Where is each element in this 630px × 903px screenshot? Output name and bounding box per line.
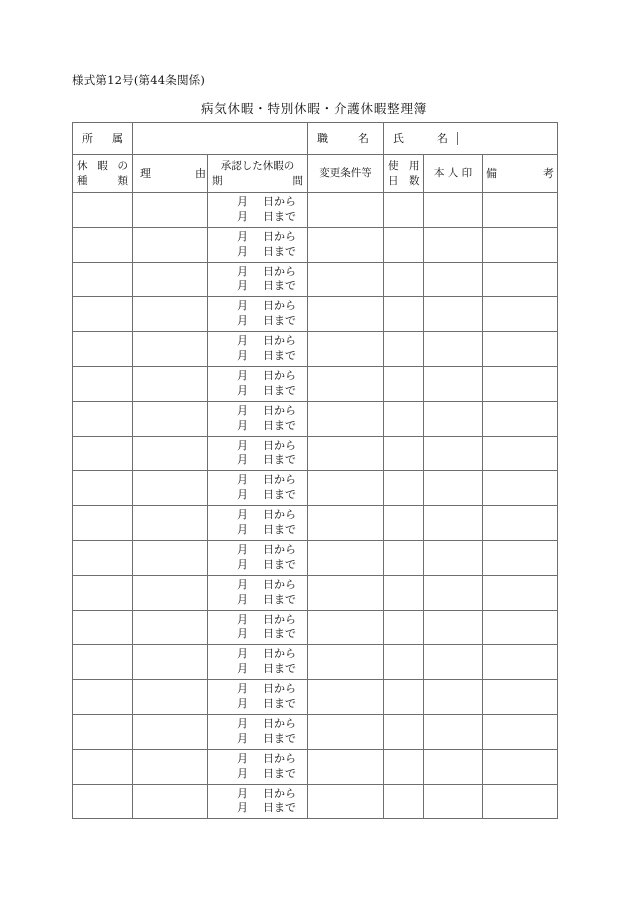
period-from-line [208, 334, 307, 349]
table-row [73, 645, 558, 680]
period-to-day: 日まで [263, 488, 296, 502]
cell-days-used[interactable] [384, 471, 424, 506]
header-leave-type-line1: 休暇の [77, 160, 128, 173]
period-to-month: 月 [237, 801, 248, 815]
table-row [73, 227, 558, 262]
period-to-month: 月 [237, 244, 248, 258]
period-to-day: 日まで [263, 418, 296, 432]
cell-leave-type[interactable] [73, 193, 133, 228]
cell-leave-type[interactable] [73, 227, 133, 262]
period-to-line [208, 279, 307, 294]
cell-change-conditions[interactable] [308, 680, 384, 715]
period-from-line [208, 369, 307, 384]
period-to-month: 月 [237, 557, 248, 571]
cell-reason[interactable] [133, 436, 208, 471]
cell-change-conditions[interactable] [308, 645, 384, 680]
cell-leave-type[interactable] [73, 401, 133, 436]
period-from-line [208, 543, 307, 558]
period-from-month: 月 [237, 473, 248, 487]
period-from-month: 月 [237, 751, 248, 765]
period-to-day: 日まで [263, 383, 296, 397]
period-to-day: 日まで [263, 453, 296, 467]
position-label-and-value-cell[interactable] [308, 123, 384, 155]
cell-reason[interactable] [133, 401, 208, 436]
cell-period[interactable] [208, 297, 308, 332]
period-to-day: 日まで [263, 697, 296, 711]
cell-remarks[interactable] [483, 749, 558, 784]
cell-period[interactable] [208, 784, 308, 819]
header-period [208, 155, 308, 193]
cell-change-conditions[interactable] [308, 436, 384, 471]
period-to-day: 日まで [263, 523, 296, 537]
period-from-month: 月 [237, 299, 248, 313]
period-to-line [208, 732, 307, 747]
cell-days-used[interactable] [384, 784, 424, 819]
period-from-day: 日から [263, 612, 296, 626]
period-from-month: 月 [237, 229, 248, 243]
period-to-line [208, 523, 307, 538]
cell-remarks[interactable] [483, 645, 558, 680]
cell-reason[interactable] [133, 575, 208, 610]
period-from-day: 日から [263, 473, 296, 487]
cell-leave-type[interactable] [73, 471, 133, 506]
period-from-line [208, 682, 307, 697]
cell-days-used[interactable] [384, 436, 424, 471]
cell-personal-seal[interactable] [424, 436, 483, 471]
cell-reason[interactable] [133, 332, 208, 367]
period-to-day: 日まで [263, 349, 296, 363]
cell-personal-seal[interactable] [424, 297, 483, 332]
cell-reason[interactable] [133, 680, 208, 715]
cell-personal-seal[interactable] [424, 332, 483, 367]
period-to-day: 日まで [263, 209, 296, 223]
period-to-line [208, 349, 307, 364]
header-days-used [384, 155, 424, 193]
table-row [73, 436, 558, 471]
period-from-line [208, 613, 307, 628]
cell-personal-seal[interactable] [424, 610, 483, 645]
cell-change-conditions[interactable] [308, 575, 384, 610]
table-row [73, 332, 558, 367]
cell-remarks[interactable] [483, 332, 558, 367]
cell-reason[interactable] [133, 471, 208, 506]
cell-period[interactable] [208, 262, 308, 297]
period-from-day: 日から [263, 403, 296, 417]
cell-period[interactable] [208, 506, 308, 541]
cell-reason[interactable] [133, 749, 208, 784]
cell-reason[interactable] [133, 645, 208, 680]
cell-change-conditions[interactable] [308, 401, 384, 436]
period-to-day: 日まで [263, 244, 296, 258]
page-title: 病気休暇・特別休暇・介護休暇整理簿 [200, 101, 428, 116]
period-to-month: 月 [237, 349, 248, 363]
period-from-month: 月 [237, 334, 248, 348]
period-to-day: 日まで [263, 279, 296, 293]
period-from-line [208, 230, 307, 245]
table-row [73, 610, 558, 645]
cell-reason[interactable] [133, 297, 208, 332]
cell-reason[interactable] [133, 714, 208, 749]
cell-remarks[interactable] [483, 436, 558, 471]
cell-remarks[interactable] [483, 471, 558, 506]
header-remarks [483, 155, 558, 193]
period-from-month: 月 [237, 577, 248, 591]
cell-change-conditions[interactable] [308, 262, 384, 297]
period-from-line [208, 578, 307, 593]
period-to-month: 月 [237, 279, 248, 293]
name-label-and-value-cell[interactable] [384, 123, 558, 155]
cell-change-conditions[interactable] [308, 366, 384, 401]
period-to-line [208, 384, 307, 399]
header-leave-type-line2: 種 類 [77, 174, 128, 187]
header-remarks-label: 備 考 [486, 166, 554, 180]
table-row [73, 540, 558, 575]
cell-days-used[interactable] [384, 366, 424, 401]
cell-period[interactable] [208, 471, 308, 506]
position-label: 職 名 [317, 131, 369, 145]
period-from-day: 日から [263, 299, 296, 313]
period-from-line [208, 752, 307, 767]
cell-days-used[interactable] [384, 262, 424, 297]
header-personal-seal [424, 155, 483, 193]
cell-period[interactable] [208, 227, 308, 262]
ledger-body [73, 123, 558, 819]
cell-personal-seal[interactable] [424, 227, 483, 262]
cell-remarks[interactable] [483, 540, 558, 575]
period-to-month: 月 [237, 592, 248, 606]
period-from-line [208, 299, 307, 314]
period-from-day: 日から [263, 438, 296, 452]
header-days-used-line1: 使 用 [388, 160, 420, 173]
period-from-day: 日から [263, 195, 296, 209]
period-from-month: 月 [237, 369, 248, 383]
cell-days-used[interactable] [384, 297, 424, 332]
cell-personal-seal[interactable] [424, 506, 483, 541]
period-from-day: 日から [263, 717, 296, 730]
cell-personal-seal[interactable] [424, 680, 483, 715]
header-personal-seal-label: 本 人 印 [433, 166, 473, 179]
table-row [73, 784, 558, 819]
cell-change-conditions[interactable] [308, 749, 384, 784]
table-row [73, 749, 558, 784]
period-to-month: 月 [237, 523, 248, 537]
cell-remarks[interactable] [483, 714, 558, 749]
period-to-line [208, 697, 307, 712]
period-to-month: 月 [237, 488, 248, 502]
cell-leave-type[interactable] [73, 749, 133, 784]
period-from-month: 月 [237, 612, 248, 626]
period-to-day: 日まで [263, 557, 296, 571]
period-to-day: 日まで [263, 766, 296, 780]
cell-reason[interactable] [133, 784, 208, 819]
cell-days-used[interactable] [384, 506, 424, 541]
period-from-day: 日から [263, 508, 296, 522]
cell-leave-type[interactable] [73, 645, 133, 680]
cell-personal-seal[interactable] [424, 749, 483, 784]
cell-days-used[interactable] [384, 401, 424, 436]
period-to-line [208, 801, 307, 816]
cell-personal-seal[interactable] [424, 262, 483, 297]
period-from-month: 月 [237, 403, 248, 417]
period-to-month: 月 [237, 209, 248, 223]
period-to-line [208, 245, 307, 260]
cell-change-conditions[interactable] [308, 471, 384, 506]
identity-row [73, 123, 558, 155]
period-to-month: 月 [237, 453, 248, 467]
cell-days-used[interactable] [384, 227, 424, 262]
period-from-day: 日から [263, 543, 296, 557]
cell-period[interactable] [208, 645, 308, 680]
period-to-day: 日まで [263, 627, 296, 641]
cell-days-used[interactable] [384, 193, 424, 228]
header-days-used-line2: 日 数 [388, 174, 420, 187]
cell-change-conditions[interactable] [308, 540, 384, 575]
period-from-day: 日から [263, 264, 296, 278]
cell-period[interactable] [208, 366, 308, 401]
cell-period[interactable] [208, 401, 308, 436]
cell-period[interactable] [208, 193, 308, 228]
cell-leave-type[interactable] [73, 436, 133, 471]
cell-period[interactable] [208, 540, 308, 575]
cell-remarks[interactable] [483, 610, 558, 645]
form-number: 様式第12号(第44条関係) [72, 73, 206, 87]
cell-days-used[interactable] [384, 714, 424, 749]
period-to-line [208, 767, 307, 782]
period-from-line [208, 787, 307, 802]
cell-leave-type[interactable] [73, 784, 133, 819]
cell-leave-type[interactable] [73, 540, 133, 575]
period-from-month: 月 [237, 508, 248, 522]
cell-reason[interactable] [133, 610, 208, 645]
table-row [73, 714, 558, 749]
cell-leave-type[interactable] [73, 297, 133, 332]
cell-change-conditions[interactable] [308, 297, 384, 332]
cell-personal-seal[interactable] [424, 784, 483, 819]
cell-personal-seal[interactable] [424, 645, 483, 680]
period-from-month: 月 [237, 682, 248, 696]
period-to-month: 月 [237, 731, 248, 745]
name-label: 氏 名 [384, 132, 458, 146]
cell-reason[interactable] [133, 227, 208, 262]
period-from-day: 日から [263, 334, 296, 348]
period-to-line [208, 488, 307, 503]
period-to-month: 月 [237, 697, 248, 711]
cell-reason[interactable] [133, 193, 208, 228]
period-from-month: 月 [237, 717, 248, 730]
cell-remarks[interactable] [483, 575, 558, 610]
header-change-conditions [308, 155, 384, 193]
period-from-line [208, 265, 307, 280]
cell-reason[interactable] [133, 540, 208, 575]
cell-remarks[interactable] [483, 680, 558, 715]
cell-leave-type[interactable] [73, 575, 133, 610]
cell-days-used[interactable] [384, 680, 424, 715]
period-to-line [208, 453, 307, 468]
cell-days-used[interactable] [384, 610, 424, 645]
table-row [73, 680, 558, 715]
table-row [73, 297, 558, 332]
cell-personal-seal[interactable] [424, 366, 483, 401]
cell-period[interactable] [208, 749, 308, 784]
period-from-line [208, 404, 307, 419]
cell-change-conditions[interactable] [308, 506, 384, 541]
period-from-month: 月 [237, 195, 248, 209]
header-reason [133, 155, 208, 193]
cell-period[interactable] [208, 436, 308, 471]
cell-remarks[interactable] [483, 297, 558, 332]
period-to-line [208, 314, 307, 329]
cell-days-used[interactable] [384, 575, 424, 610]
leave-ledger-table [72, 122, 558, 819]
cell-change-conditions[interactable] [308, 332, 384, 367]
period-from-day: 日から [263, 229, 296, 243]
period-to-day: 日まで [263, 314, 296, 328]
cell-leave-type[interactable] [73, 714, 133, 749]
header-change-conditions-label: 変更条件等 [319, 166, 372, 179]
period-to-day: 日まで [263, 801, 296, 815]
cell-remarks[interactable] [483, 784, 558, 819]
table-row [73, 471, 558, 506]
cell-days-used[interactable] [384, 749, 424, 784]
header-period-line1: 承認した休暇の [220, 160, 295, 173]
cell-personal-seal[interactable] [424, 540, 483, 575]
period-to-month: 月 [237, 383, 248, 397]
period-to-line [208, 210, 307, 225]
period-from-line [208, 473, 307, 488]
cell-period[interactable] [208, 332, 308, 367]
period-from-day: 日から [263, 682, 296, 696]
cell-days-used[interactable] [384, 540, 424, 575]
header-leave-type [73, 155, 133, 193]
table-row [73, 366, 558, 401]
period-from-month: 月 [237, 543, 248, 557]
period-to-day: 日まで [263, 592, 296, 606]
table-row [73, 506, 558, 541]
cell-change-conditions[interactable] [308, 227, 384, 262]
period-to-month: 月 [237, 314, 248, 328]
cell-leave-type[interactable] [73, 262, 133, 297]
period-to-month: 月 [237, 627, 248, 641]
period-to-day: 日まで [263, 731, 296, 745]
cell-remarks[interactable] [483, 506, 558, 541]
period-from-line [208, 717, 307, 732]
period-from-day: 日から [263, 751, 296, 765]
period-to-line [208, 593, 307, 608]
column-header-row [73, 155, 558, 193]
period-from-line [208, 195, 307, 210]
cell-remarks[interactable] [483, 193, 558, 228]
cell-leave-type[interactable] [73, 366, 133, 401]
cell-reason[interactable] [133, 262, 208, 297]
affiliation-value-cell[interactable] [133, 123, 308, 155]
period-from-line [208, 439, 307, 454]
cell-personal-seal[interactable] [424, 401, 483, 436]
table-row [73, 262, 558, 297]
header-reason-label: 理 由 [140, 166, 206, 180]
cell-leave-type[interactable] [73, 680, 133, 715]
period-from-month: 月 [237, 264, 248, 278]
cell-personal-seal[interactable] [424, 193, 483, 228]
period-from-day: 日から [263, 647, 296, 661]
affiliation-label: 所 属 [82, 131, 123, 145]
cell-personal-seal[interactable] [424, 714, 483, 749]
cell-remarks[interactable] [483, 227, 558, 262]
cell-reason[interactable] [133, 366, 208, 401]
table-row [73, 401, 558, 436]
cell-personal-seal[interactable] [424, 471, 483, 506]
cell-remarks[interactable] [483, 262, 558, 297]
period-from-month: 月 [237, 438, 248, 452]
period-from-day: 日から [263, 577, 296, 591]
period-to-month: 月 [237, 418, 248, 432]
cell-remarks[interactable] [483, 401, 558, 436]
period-to-line [208, 419, 307, 434]
cell-change-conditions[interactable] [308, 193, 384, 228]
period-to-line [208, 558, 307, 573]
period-from-month: 月 [237, 647, 248, 661]
cell-leave-type[interactable] [73, 506, 133, 541]
period-from-line [208, 647, 307, 662]
cell-personal-seal[interactable] [424, 575, 483, 610]
period-to-month: 月 [237, 766, 248, 780]
cell-days-used[interactable] [384, 645, 424, 680]
cell-change-conditions[interactable] [308, 784, 384, 819]
cell-period[interactable] [208, 714, 308, 749]
period-from-month: 月 [237, 786, 248, 800]
period-from-line [208, 508, 307, 523]
table-row [73, 193, 558, 228]
period-to-line [208, 627, 307, 642]
period-to-day: 日まで [263, 662, 296, 676]
period-from-day: 日から [263, 369, 296, 383]
cell-days-used[interactable] [384, 332, 424, 367]
affiliation-label-cell [73, 123, 133, 155]
cell-remarks[interactable] [483, 366, 558, 401]
cell-change-conditions[interactable] [308, 714, 384, 749]
header-period-line2: 期 間 [212, 174, 303, 187]
period-from-day: 日から [263, 786, 296, 800]
period-to-line [208, 662, 307, 677]
table-row [73, 575, 558, 610]
cell-change-conditions[interactable] [308, 610, 384, 645]
cell-leave-type[interactable] [73, 610, 133, 645]
cell-period[interactable] [208, 610, 308, 645]
cell-reason[interactable] [133, 506, 208, 541]
cell-period[interactable] [208, 680, 308, 715]
cell-period[interactable] [208, 575, 308, 610]
cell-leave-type[interactable] [73, 332, 133, 367]
period-to-month: 月 [237, 662, 248, 676]
